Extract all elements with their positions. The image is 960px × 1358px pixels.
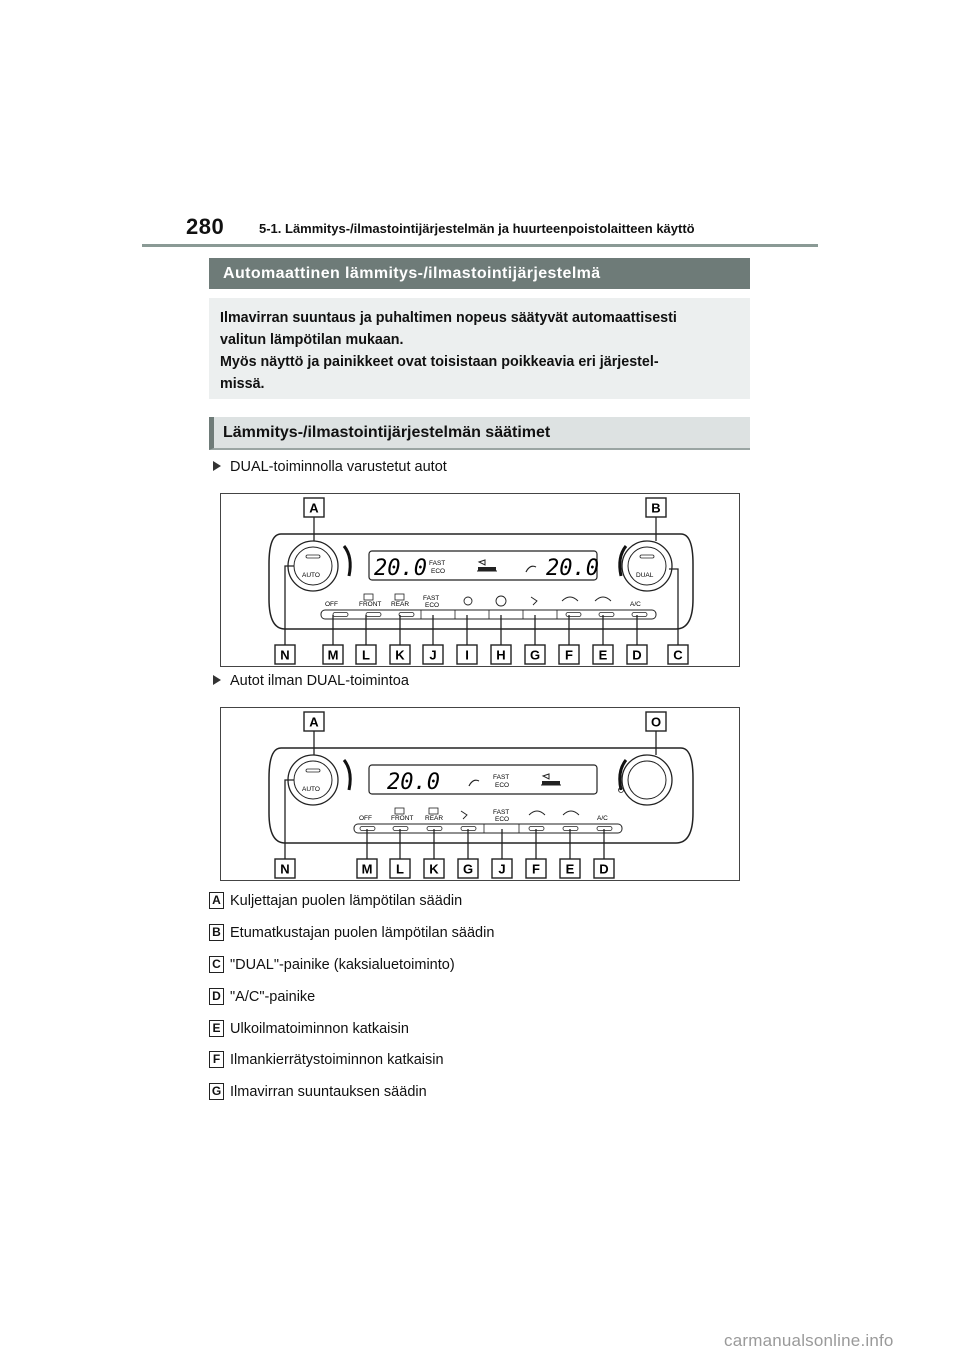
fast-btn-label: FAST <box>423 595 440 602</box>
legend-key: D <box>209 988 224 1005</box>
legend-text: Etumatkustajan puolen lämpötilan säädin <box>230 925 495 941</box>
callout-top: A <box>309 500 319 516</box>
eco-btn-label: ECO <box>495 816 510 823</box>
auto-knob-label: AUTO <box>302 572 320 579</box>
ac-label: A/C <box>630 601 641 608</box>
legend-item <box>209 1083 427 1102</box>
intro-line: Myös näyttö ja painikkeet ovat toisistaan poikkeavia eri järjestel- <box>220 354 659 370</box>
header-divider <box>142 244 818 247</box>
section-title: Automaattinen lämmitys-/ilmastointijärjestelmä <box>209 258 750 289</box>
callout-bottom: D <box>599 861 609 877</box>
auto-knob-label: AUTO <box>302 786 320 793</box>
legend-text: "A/C"-painike <box>230 989 316 1005</box>
legend-item <box>209 924 494 943</box>
callout-bottom: F <box>565 647 573 663</box>
callout-bottom: L <box>396 861 404 877</box>
chapter-title: 5-1. Lämmitys-/ilmastointijärjestelmän ja huurteenpoistolaitteen käyttö <box>259 221 695 236</box>
intro-line: missä. <box>220 376 265 392</box>
callout-bottom: E <box>598 647 608 663</box>
callout-bottom: F <box>532 861 540 877</box>
variant1-heading <box>213 459 447 475</box>
legend-text: "DUAL"-painike (kaksialuetoiminto) <box>230 957 455 973</box>
front-defrost-label: FRONT <box>391 815 414 822</box>
bottom-callouts <box>275 859 614 878</box>
callout-top: B <box>651 500 661 516</box>
callout-bottom: K <box>395 647 405 663</box>
legend-item <box>209 1020 409 1039</box>
display-fast: FAST <box>429 560 446 567</box>
display-eco: ECO <box>495 782 510 789</box>
callout-bottom: N <box>280 861 290 877</box>
off-label: OFF <box>359 815 372 822</box>
legend-key: A <box>209 892 224 909</box>
callout-bottom: J <box>498 861 506 877</box>
display-temp-right: 20.0 <box>546 556 599 581</box>
intro-line: valitun lämpötilan mukaan. <box>220 332 404 348</box>
display-eco: ECO <box>431 568 446 575</box>
bottom-callouts <box>275 645 688 664</box>
callout-top: A <box>309 714 319 730</box>
figure-single-panel <box>220 707 740 881</box>
callout-bottom: H <box>496 647 506 663</box>
callout-bottom: E <box>565 861 575 877</box>
eco-btn-label: ECO <box>425 602 440 609</box>
legend-text: Ulkoilmatoiminnon katkaisin <box>230 1021 409 1037</box>
dual-knob-label: DUAL <box>636 572 654 579</box>
variant2-label: Autot ilman DUAL-toimintoa <box>230 673 409 689</box>
legend-key: C <box>209 956 224 973</box>
callout-bottom: G <box>529 647 541 663</box>
callout-bottom: G <box>462 861 474 877</box>
subsection-title: Lämmitys-/ilmastointijärjestelmän säätimet <box>209 417 750 450</box>
display-temp-left: 20.0 <box>374 556 427 581</box>
legend-key: E <box>209 1020 224 1037</box>
legend-text: Ilmankierrätystoiminnon katkaisin <box>230 1052 444 1068</box>
legend-key: G <box>209 1083 224 1100</box>
rear-defrost-label: REAR <box>425 815 444 822</box>
rear-defrost-label: REAR <box>391 601 410 608</box>
triangle-bullet-icon <box>213 461 221 471</box>
callout-bottom: I <box>465 647 469 663</box>
intro-box <box>209 298 750 399</box>
legend-text: Kuljettajan puolen lämpötilan säädin <box>230 893 463 909</box>
ac-label: A/C <box>597 815 608 822</box>
variant2-heading <box>213 673 409 689</box>
variant1-label: DUAL-toiminnolla varustetut autot <box>230 459 447 475</box>
legend-item <box>209 1051 444 1070</box>
callout-bottom: D <box>632 647 642 663</box>
legend-item <box>209 956 455 975</box>
callout-bottom: M <box>327 647 339 663</box>
intro-line: Ilmavirran suuntaus ja puhaltimen nopeus säätyvät automaattisesti <box>220 310 677 326</box>
fast-btn-label: FAST <box>493 809 510 816</box>
legend-key: B <box>209 924 224 941</box>
display-temp-left: 20.0 <box>387 770 440 795</box>
legend-item <box>209 988 315 1007</box>
watermark: carmanualsonline.info <box>724 1331 894 1350</box>
page-number: 280 <box>186 214 225 239</box>
callout-bottom: J <box>429 647 437 663</box>
figure-dual-panel <box>220 493 740 667</box>
callout-top: O <box>650 714 662 730</box>
triangle-bullet-icon <box>213 675 221 685</box>
callout-bottom: N <box>280 647 290 663</box>
off-label: OFF <box>325 601 338 608</box>
legend-key: F <box>209 1051 224 1068</box>
legend-item <box>209 892 462 911</box>
callout-bottom: C <box>673 647 683 663</box>
legend-text: Ilmavirran suuntauksen säädin <box>230 1084 427 1100</box>
front-defrost-label: FRONT <box>359 601 382 608</box>
callout-bottom: L <box>362 647 370 663</box>
callout-bottom: M <box>361 861 373 877</box>
callout-bottom: K <box>429 861 439 877</box>
display-fast: FAST <box>493 774 510 781</box>
